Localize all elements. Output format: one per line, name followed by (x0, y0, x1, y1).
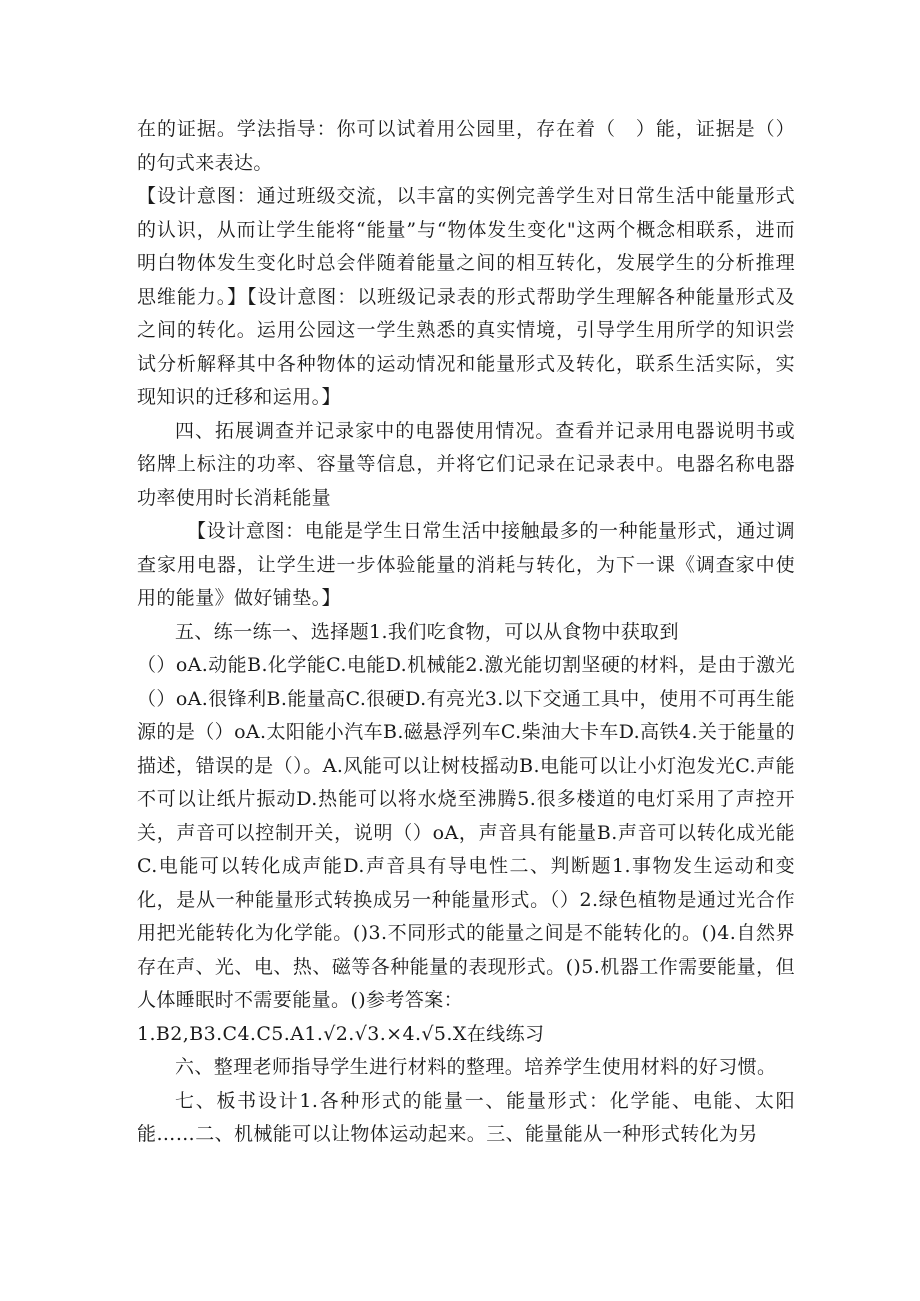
paragraph-learning-guide: 在的证据。学法指导：你可以试着用公园里，存在着（ ）能，证据是（）的句式来表达。 (137, 118, 795, 174)
paragraph-section-six: 六、整理老师指导学生进行材料的整理。培养学生使用材料的好习惯。 (175, 1056, 777, 1078)
paragraph-section-four: 四、拓展调查并记录家中的电器使用情况。查看并记录用电器说明书或铭牌上标注的功率、容量等信息，并将它们记录在记录表中。电器名称电器功率使用时长消耗能量 (137, 419, 795, 509)
document-body (137, 113, 795, 1152)
paragraph-answers: 1.B2,B3.C4.C5.A1.√2.√3.×4.√5.X在线练习 (137, 1022, 545, 1045)
paragraph-design-intent-2: 【设计意图：电能是学生日常生活中接触最多的一种能量形式，通过调查家用电器，让学生进一步体验能量的消耗与转化，为下一课《调查家中使用的能量》做好铺垫。】 (137, 520, 795, 609)
paragraph-section-seven: 七、板书设计1.各种形式的能量一、能量形式：化学能、电能、太阳能……二、机械能可以让物体运动起来。三、能量能从一种形式转化为另 (137, 1089, 795, 1145)
paragraph-section-five: 五、练一练一、选择题1.我们吃食物，可以从食物中获取到 (175, 620, 679, 643)
paragraph-design-intent-1: 【设计意图：通过班级交流，以丰富的实例完善学生对日常生活中能量形式的认识，从而让学生能将“能量”与“物体发生变化"这两个概念相联系，进而明白物体发生变化时总会伴随着能量之间的相互转化，发展学生的分析推理思维能力。】【设计意图：以班级记录表的形式帮助学生理解各种能量形式及之间的转化。运用公园这一学生熟悉的真实情境，引导学生用所学的知识尝试分析解释其中各种物体的运动情况和能量形式及转化，联系生活实际，实现知识的迁移和运用。】 (137, 185, 795, 408)
paragraph-exercises: （）oA.动能B.化学能C.电能D.机械能2.激光能切割坚硬的材料，是由于激光（）oA.很锋利B.能量高C.很硬D.有亮光3.以下交通工具中，使用不可再生能源的是（）oA.太阳能小汽车B.磁悬浮列车C.柴油大卡车D.高铁4.关于能量的描述，错误的是（）。A.风能可以让树枝摇动B.电能可以让小灯泡发光C.声能不可以让纸片振动D.热能可以将水烧至沸腾5.很多楼道的电灯采用了声控开关，声音可以控制开关，说明（）oA，声音具有能量B.声音可以转化成光能C.电能可以转化成声能D.声音具有导电性二、判断题1.事物发生运动和变化，是从一种能量形式转换成另一种能量形式。（）2.绿色植物是通过光合作用把光能转化为化学能。()3.不同形式的能量之间是不能转化的。()4.自然界存在声、光、电、热、磁等各种能量的表现形式。()5.机器工作需要能量，但人体睡眠时不需要能量。()参考答案： (137, 654, 795, 1011)
